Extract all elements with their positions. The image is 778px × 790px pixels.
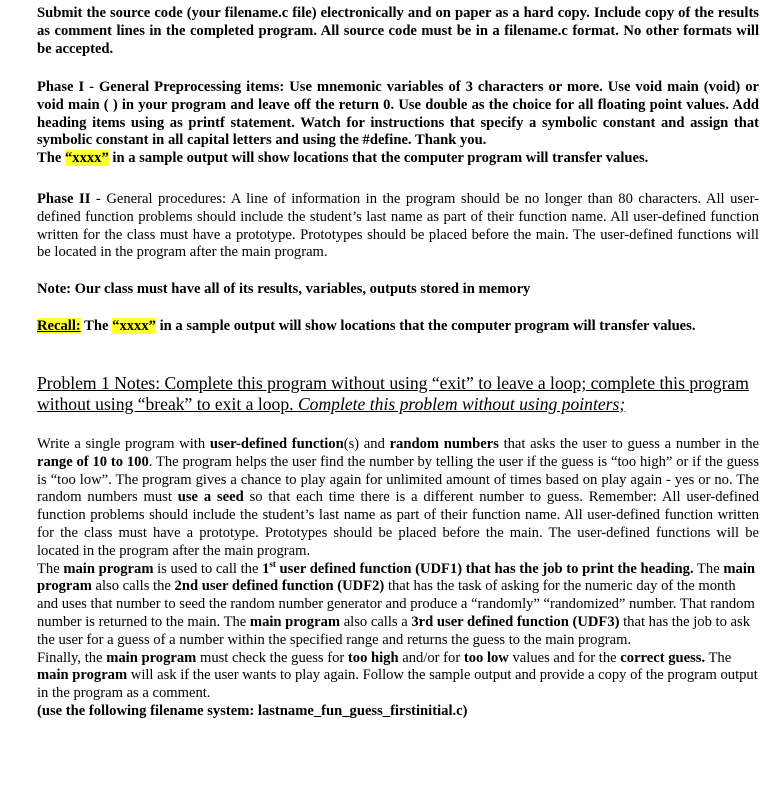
- recall-xxxx-highlight: “xxxx”: [112, 318, 156, 334]
- phase1-preprocessing: Phase I - General Preprocessing items: Use mnemonic variables of 3 characters or more. Use void main (void) or void main ( ) in your program and leave off the return 0. Use double as the choice for all floating point values. Add heading items using as printf statement. Watch for instructions that specify a symbolic constant and assign that symbolic constant in all capital letters and using the #define. Thank you. The “xxxx” in a sample output will show locations that the computer program will transfer values.: [37, 79, 759, 167]
- submission-instructions: Submit the source code (your filename.c file) electronically and on paper as a hard copy. Include copy of the results as comment lines in the completed program. All source code must be in a filename.c format. No other formats will be accepted.: [37, 5, 759, 57]
- no-pointers-note: Complete this problem without using pointers;: [297, 393, 626, 414]
- phase1-text: Phase I - General Preprocessing items: Use mnemonic variables of 3 characters or more. Use void main (void) or void main ( ) in your program and leave off the return 0. Use double as the choice for all floating point values. Add heading items using as printf statement. Watch for instructions that specify a symbolic constant and assign that symbolic constant in all capital letters and using the #define. Thank you.: [37, 79, 759, 149]
- phase2-label: Phase II: [37, 191, 91, 207]
- xxxx-highlight: “xxxx”: [64, 150, 109, 167]
- recall-label: Recall:: [37, 318, 81, 334]
- problem-description: [37, 436, 759, 721]
- problem-paragraph-3: Finally, the main program must check the guess for too high and/or for too low values and for the correct guess. The main program will ask if the user wants to play again. Follow the sample output and provide a copy of the program output in the program as a comment.: [37, 649, 758, 702]
- memory-note: Note: Our class must have all of its results, variables, outputs stored in memory: [37, 281, 531, 297]
- recall-note: Recall: The “xxxx” in a sample output will show locations that the computer program will transfer values.: [37, 318, 696, 334]
- problem1-notes: Problem 1 Notes: Complete this program without using “exit” to leave a loop; complete this program without using “break” to exit a loop. Complete this problem without using pointers;: [37, 373, 749, 414]
- problem-paragraph-1: Write a single program with user-defined function(s) and random numbers that asks the user to guess a number in the range of 10 to 100. The program helps the user find the number by telling the user if the guess is “too high” or if the guess is “too low”. The program gives a chance to play again for unlimited amount of times based on play again - yes or no. The random numbers must use a seed so that each time there is a different number to guess. Remember: All user-defined function problems should include the student’s last name as part of their function name. All user-defined function written for the class must have a prototype. Prototypes should be placed before the main. The user-defined functions will be located in the program after the main program.: [37, 436, 760, 559]
- filename-system: (use the following filename system: lastname_fun_guess_firstinitial.c): [37, 702, 468, 719]
- phase2-general-procedures: Phase II - General procedures: A line of information in the program should be no longer than 80 characters. All user-defined function problems should include the student’s last name as part of their function name. All user-defined function written for the class must have a prototype. Prototypes should be placed before the main. The user-defined functions will be located in the program after the main program.: [37, 191, 759, 261]
- problem-paragraph-2: The main program is used to call the 1st user defined function (UDF1) that has the job to print the heading. The main program also calls the 2nd user defined function (UDF2) that has the task of asking for the numeric day of the month and uses that number to seed the random number generator and produce a “randomly” “randomized” number. That random number is returned to the main. The main program also calls a 3rd user defined function (UDF3) that has the job to ask the user for a guess of a number within the specified range and returns the guess to the main program.: [37, 558, 755, 648]
